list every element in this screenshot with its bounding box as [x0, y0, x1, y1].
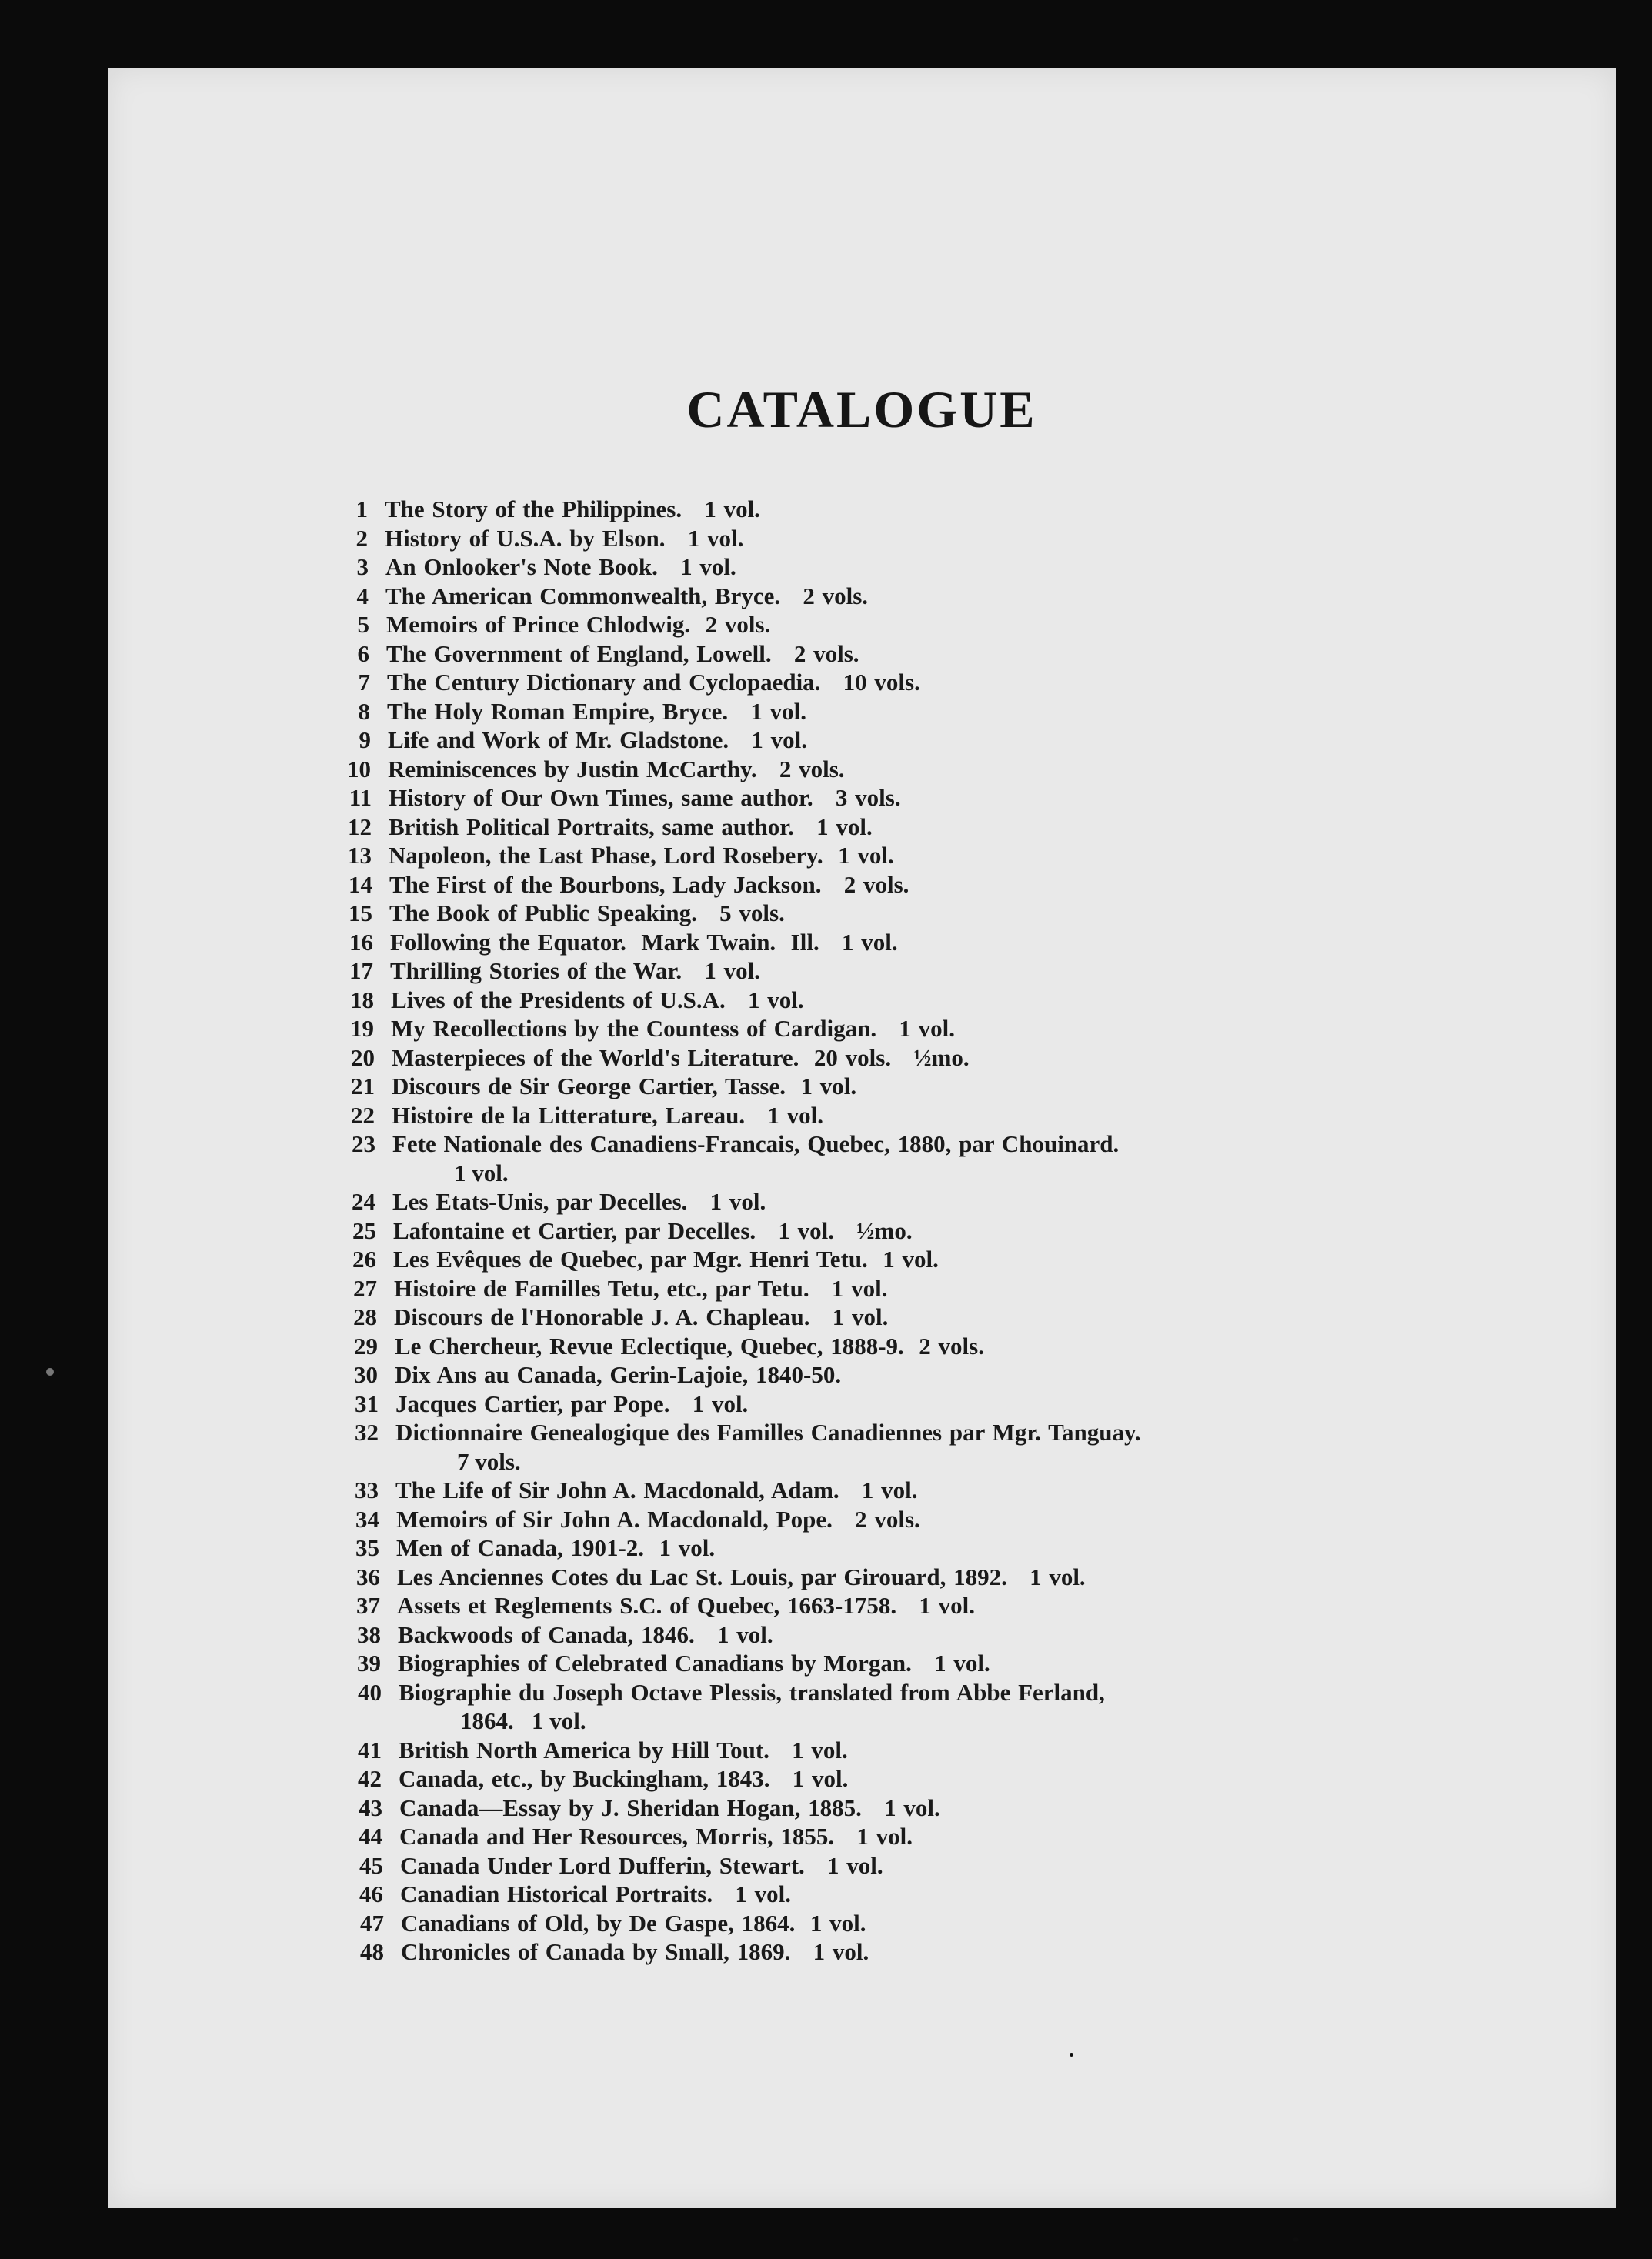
entry-text: The Holy Roman Empire, Bryce. 1 vol. [387, 697, 806, 725]
catalogue-entry [337, 1736, 1585, 1765]
catalogue-entry [324, 552, 1585, 582]
entry-text: The First of the Bourbons, Lady Jackson. 2 vols. [389, 870, 909, 898]
entry-text: History of U.S.A. by Elson. 1 vol. [385, 524, 744, 552]
catalogue-entry [339, 1880, 1585, 1909]
entry-number: 44 [359, 1823, 382, 1850]
entry-number: 42 [358, 1765, 382, 1792]
catalogue-entry [334, 1418, 1585, 1476]
catalogue-entry [326, 755, 1585, 784]
entry-text: Discours de Sir George Cartier, Tasse. 1 vol. [392, 1073, 857, 1099]
entry-number: 15 [349, 899, 372, 926]
entry-text: Canada—Essay by J. Sheridan Hogan, 1885. 1 vol. [399, 1794, 940, 1821]
entry-number: 23 [352, 1130, 375, 1157]
catalogue-entry [333, 1360, 1585, 1390]
entry-number: 20 [351, 1043, 375, 1071]
catalogue-entry [337, 1678, 1585, 1736]
entry-number: 26 [352, 1246, 376, 1273]
entry-number: 33 [355, 1477, 379, 1503]
entry-number: 37 [356, 1592, 380, 1619]
catalogue-entry [326, 726, 1585, 755]
entry-number: 14 [349, 870, 372, 898]
entry-number: 46 [359, 1880, 383, 1907]
entry-text: Backwoods of Canada, 1846. 1 vol. [398, 1620, 773, 1648]
entry-text: Masterpieces of the World's Literature. 20 vols. ½mo. [392, 1043, 970, 1071]
catalogue-entry [336, 1649, 1585, 1678]
entry-number: 29 [354, 1332, 378, 1360]
entry-number: 5 [357, 611, 369, 638]
catalogue-entry [339, 1851, 1585, 1880]
entry-number: 22 [351, 1101, 375, 1129]
entry-number: 9 [359, 726, 371, 753]
entry-text: Canadian Historical Portraits. 1 vol. [400, 1880, 791, 1907]
catalogue-entry [335, 1505, 1585, 1534]
catalogue-entry [331, 1130, 1585, 1187]
catalogue-entry [324, 582, 1585, 611]
entry-number: 28 [353, 1303, 377, 1330]
entry-number: 2 [355, 524, 368, 552]
entry-text: Le Chercheur, Revue Eclectique, Quebec, 1888-9. 2 vols. [395, 1332, 984, 1360]
entry-text: Canada and Her Resources, Morris, 1855. 1 vol. [399, 1823, 913, 1850]
entry-number: 1 [355, 496, 368, 522]
catalogue-entry [325, 610, 1585, 639]
catalogue-entry [325, 668, 1585, 697]
catalogue-entry [332, 1216, 1585, 1246]
entry-number: 31 [355, 1390, 379, 1417]
entry-text: Jacques Cartier, par Pope. 1 vol. [395, 1390, 749, 1417]
entry-text: The American Commonwealth, Bryce. 2 vols. [385, 582, 869, 609]
entry-number: 6 [357, 639, 369, 667]
entry-text: Discours de l'Honorable J. A. Chapleau. 1 vol. [394, 1303, 889, 1330]
catalogue-entry [325, 697, 1585, 726]
entry-text: Assets et Reglements S.C. of Quebec, 1663-1758. 1 vol. [397, 1592, 975, 1619]
catalogue-entry [332, 1274, 1585, 1303]
entry-number: 38 [357, 1620, 381, 1648]
catalogue-entry [334, 1476, 1585, 1505]
catalogue-entry [327, 783, 1585, 813]
entry-number: 27 [353, 1274, 377, 1302]
entry-number: 36 [356, 1563, 380, 1590]
entry-number: 25 [352, 1216, 376, 1244]
entry-text: Lives of the Presidents of U.S.A. 1 vol. [391, 986, 804, 1013]
entry-number: 40 [358, 1678, 382, 1706]
catalogue-entry [336, 1620, 1585, 1650]
entry-text: The Century Dictionary and Cyclopaedia. 10 vols. [387, 669, 920, 696]
entry-text: Thrilling Stories of the War. 1 vol. [390, 957, 761, 984]
entry-text: British Political Portraits, same author. 1 vol. [389, 813, 873, 840]
entry-number: 8 [358, 697, 370, 725]
entry-number: 21 [351, 1073, 375, 1099]
entry-continuation: 1864. 1 vol. [460, 1707, 586, 1734]
entry-text: Memoirs of Prince Chlodwig. 2 vols. [386, 611, 771, 638]
entry-text: Men of Canada, 1901-2. 1 vol. [396, 1534, 716, 1561]
entry-text: The Book of Public Speaking. 5 vols. [389, 899, 785, 926]
entry-text: My Recollections by the Countess of Cardigan. 1 vol. [391, 1015, 955, 1042]
entry-text: The Life of Sir John A. Macdonald, Adam. 1 vol. [395, 1477, 918, 1503]
entry-text: Histoire de la Litterature, Lareau. 1 vol. [392, 1101, 824, 1129]
catalogue-entry [327, 841, 1585, 870]
entry-text: Life and Work of Mr. Gladstone. 1 vol. [388, 726, 808, 753]
entry-text: Les Etats-Unis, par Decelles. 1 vol. [392, 1188, 766, 1215]
catalogue-entry [330, 1101, 1585, 1130]
entry-number: 35 [355, 1534, 379, 1561]
catalogue-entry [335, 1533, 1585, 1563]
entry-number: 11 [349, 784, 372, 811]
entry-text: Reminiscences by Justin McCarthy. 2 vols. [388, 755, 845, 782]
catalogue-entry [330, 1072, 1585, 1101]
entry-text: Dictionnaire Genealogique des Familles Canadiennes par Mgr. Tanguay. [395, 1419, 1141, 1446]
entry-number: 18 [350, 986, 374, 1013]
entry-number: 17 [349, 957, 373, 984]
catalogue-entry [339, 1937, 1585, 1967]
catalogue-entry [328, 899, 1585, 928]
entry-text: The Government of England, Lowell. 2 vols. [386, 639, 859, 667]
scan-speck [46, 1368, 54, 1376]
entry-text: An Onlooker's Note Book. 1 vol. [385, 553, 736, 580]
catalogue-entry [323, 495, 1585, 524]
entry-text: British North America by Hill Tout. 1 vol. [399, 1736, 848, 1763]
entry-text: Fete Nationale des Canadiens-Francais, Quebec, 1880, par Chouinard. [392, 1130, 1120, 1157]
entry-number: 39 [357, 1650, 381, 1677]
entry-number: 47 [360, 1909, 384, 1937]
catalogue-entry [323, 524, 1585, 553]
entry-number: 34 [355, 1505, 379, 1533]
catalogue-entry [338, 1822, 1585, 1851]
catalogue-entry [327, 813, 1585, 842]
catalogue-entry [337, 1764, 1585, 1794]
entry-number: 10 [347, 755, 371, 782]
scan-speck [1070, 2053, 1073, 2057]
entry-text: Canada Under Lord Dufferin, Stewart. 1 vol. [400, 1851, 883, 1879]
entry-number: 41 [358, 1736, 382, 1763]
catalogue-entry [339, 1909, 1585, 1938]
catalogue-entry [328, 870, 1585, 899]
entry-continuation: 1 vol. [454, 1159, 509, 1186]
entry-text: Biographies of Celebrated Canadians by Morgan. 1 vol. [398, 1650, 990, 1677]
entry-number: 43 [359, 1794, 382, 1821]
entry-number: 7 [358, 669, 370, 696]
entry-number: 4 [356, 582, 369, 609]
catalogue-entry [329, 986, 1585, 1015]
entry-number: 13 [348, 842, 372, 869]
entry-number: 45 [359, 1851, 383, 1879]
entry-number: 16 [349, 928, 373, 956]
entry-text: Histoire de Familles Tetu, etc., par Tetu. 1 vol. [394, 1274, 888, 1302]
catalogue-entry [333, 1332, 1585, 1361]
entry-text: Lafontaine et Cartier, par Decelles. 1 vol. ½mo. [393, 1216, 913, 1244]
catalogue-page [108, 68, 1616, 2208]
entry-text: Dix Ans au Canada, Gerin-Lajoie, 1840-50. [395, 1361, 842, 1388]
catalogue-entry [338, 1794, 1585, 1823]
catalogue-entry [331, 1187, 1585, 1216]
entry-text: Napoleon, the Last Phase, Lord Rosebery. 1 vol. [389, 842, 894, 869]
entry-text: Canada, etc., by Buckingham, 1843. 1 vol. [399, 1765, 849, 1792]
entry-text: Following the Equator. Mark Twain. Ill. 1 vol. [390, 928, 898, 956]
entry-number: 30 [354, 1361, 378, 1388]
catalogue-entry [332, 1303, 1585, 1332]
catalogue-entry [330, 1043, 1585, 1073]
entry-number: 19 [350, 1015, 374, 1042]
catalogue-entry [329, 1014, 1585, 1043]
entry-text: Les Anciennes Cotes du Lac St. Louis, par Girouard, 1892. 1 vol. [397, 1563, 1086, 1590]
entry-text: Chronicles of Canada by Small, 1869. 1 vol. [401, 1938, 869, 1965]
catalogue-list [323, 495, 1585, 1967]
entry-text: Les Evêques de Quebec, par Mgr. Henri Tetu. 1 vol. [393, 1246, 939, 1273]
catalogue-entry [335, 1563, 1585, 1592]
catalogue-entry [329, 928, 1585, 957]
entry-number: 3 [356, 553, 369, 580]
catalogue-entry [332, 1245, 1585, 1274]
entry-number: 12 [348, 813, 372, 840]
entry-text: The Story of the Philippines. 1 vol. [385, 496, 760, 522]
catalogue-entry [335, 1591, 1585, 1620]
entry-number: 48 [360, 1938, 384, 1965]
entry-text: Canadians of Old, by De Gaspe, 1864. 1 vol. [401, 1909, 866, 1937]
entry-number: 24 [352, 1188, 375, 1215]
entry-number: 32 [355, 1419, 379, 1446]
entry-text: Memoirs of Sir John A. Macdonald, Pope. 2 vols. [396, 1505, 920, 1533]
scan-speck [1293, 2237, 1299, 2242]
entry-continuation: 7 vols. [457, 1447, 521, 1475]
entry-text: History of Our Own Times, same author. 3 vols. [389, 784, 901, 811]
entry-text: Biographie du Joseph Octave Plessis, translated from Abbe Ferland, [399, 1678, 1105, 1706]
catalogue-entry [334, 1390, 1585, 1419]
catalogue-entry [329, 956, 1585, 986]
page-title: CATALOGUE [686, 380, 1037, 439]
catalogue-entry [325, 639, 1585, 669]
